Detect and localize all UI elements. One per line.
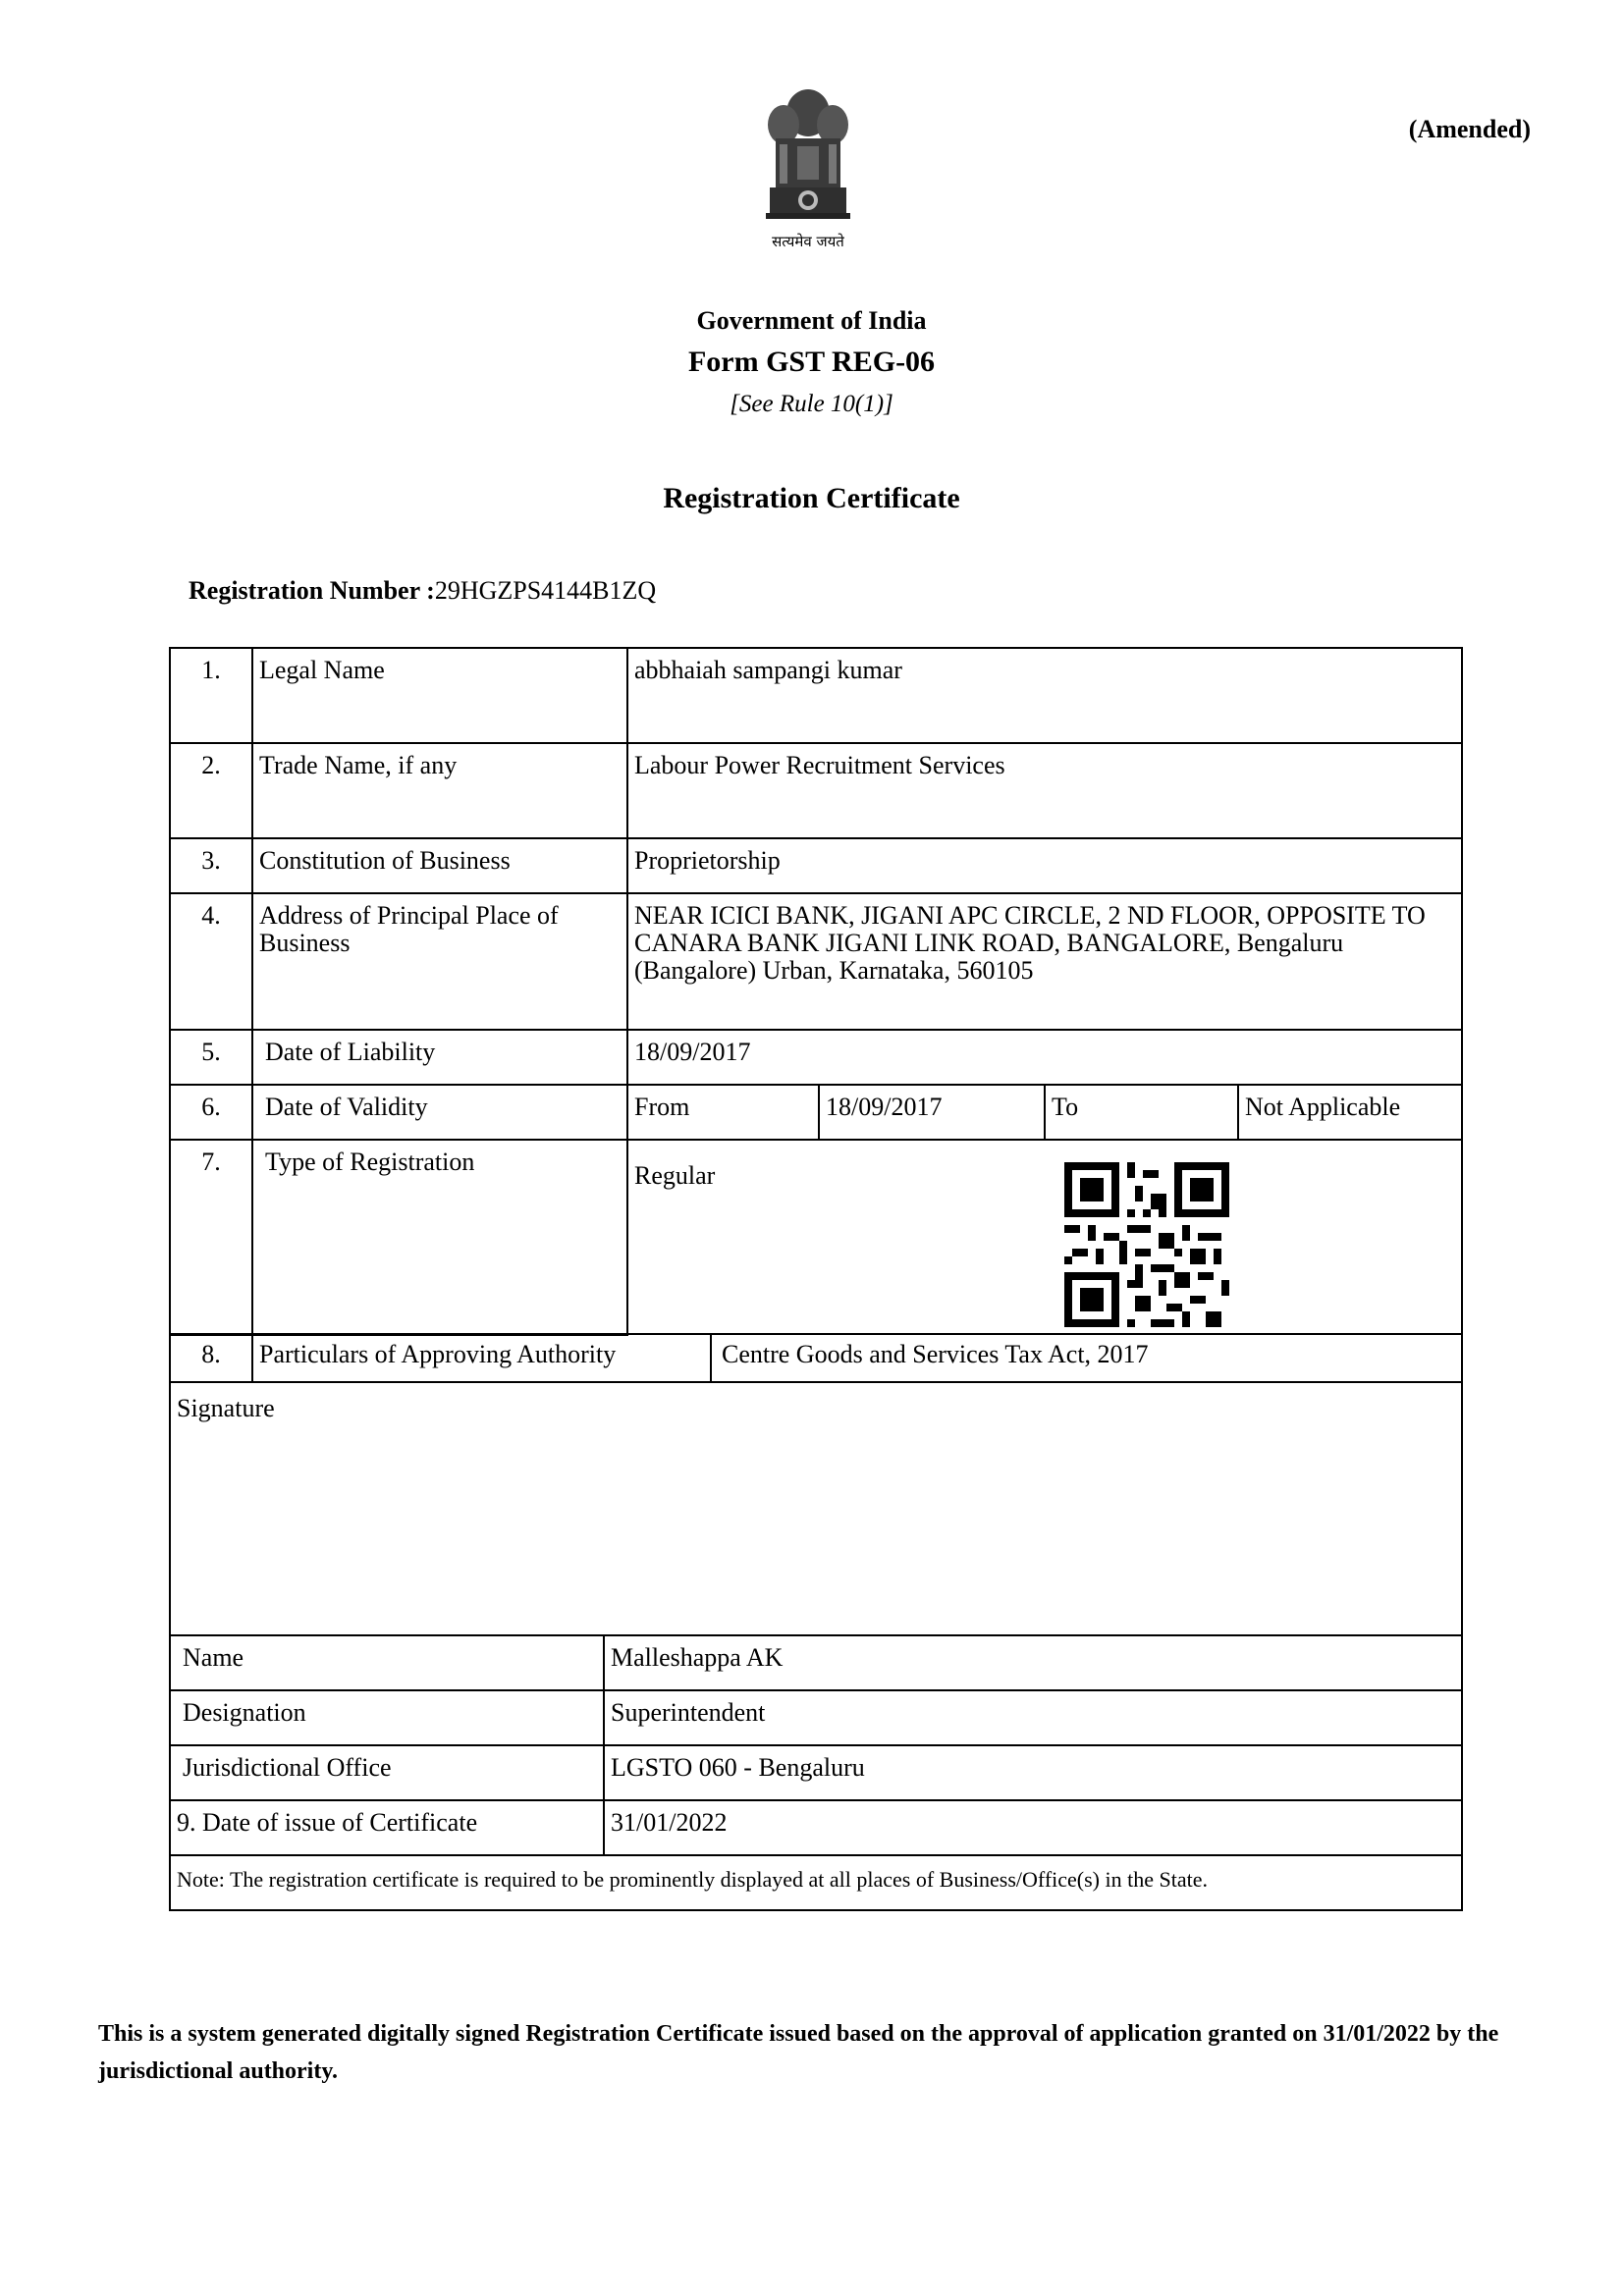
validity-from-label: From <box>627 1085 819 1140</box>
validity-row <box>170 1085 1462 1140</box>
national-emblem-icon <box>754 83 862 260</box>
validity-to-label: To <box>1045 1085 1238 1140</box>
authority-label: Particulars of Approving Authority <box>252 1334 711 1382</box>
row-value: Labour Power Recruitment Services <box>627 743 1462 838</box>
authority-value: Centre Goods and Services Tax Act, 2017 <box>711 1334 1462 1382</box>
registration-number: 29HGZPS4144B1ZQ <box>434 576 657 605</box>
certificate-title: Registration Certificate <box>663 482 960 514</box>
row-value: 18/09/2017 <box>627 1030 1462 1085</box>
qr-code-icon <box>1064 1162 1229 1327</box>
row-label: Date of Liability <box>252 1030 627 1085</box>
signature-row <box>170 1382 1462 1635</box>
table-row <box>170 1030 1462 1085</box>
type-value: Regular <box>634 1161 716 1190</box>
officer-value: Superintendent <box>604 1690 1462 1745</box>
signature-label: Signature <box>170 1382 1462 1635</box>
table-row <box>170 1635 1462 1690</box>
table-row <box>170 1800 1462 1855</box>
row-value: abbhaiah sampangi kumar <box>627 648 1462 743</box>
validity-from-date: 18/09/2017 <box>819 1085 1045 1140</box>
authority-table <box>169 1333 1463 1383</box>
row-label: Constitution of Business <box>252 838 627 893</box>
authority-row <box>170 1334 1462 1382</box>
footer-statement: This is a system generated digitally signed Registration Certificate issued based on the approval of application granted on 31/01/2022 by the jurisdictional authority. <box>98 2021 1499 2084</box>
officer-value: Malleshappa AK <box>604 1635 1462 1690</box>
officer-value: LGSTO 060 - Bengaluru <box>604 1745 1462 1800</box>
table-row <box>170 743 1462 838</box>
row-number: 8. <box>170 1334 252 1382</box>
validity-to-date: Not Applicable <box>1238 1085 1462 1140</box>
issue-date-label: 9. Date of issue of Certificate <box>170 1800 604 1855</box>
row-number: 6. <box>170 1085 252 1140</box>
type-label: Type of Registration <box>252 1140 627 1335</box>
emblem-motto: सत्यमेव जयते <box>772 233 844 250</box>
row-label: Trade Name, if any <box>252 743 627 838</box>
details-table <box>169 647 1463 1336</box>
type-cell <box>627 1140 1462 1335</box>
row-value: Proprietorship <box>627 838 1462 893</box>
officer-label: Jurisdictional Office <box>170 1745 604 1800</box>
note-row <box>170 1855 1462 1910</box>
table-row <box>170 648 1462 743</box>
row-label: Address of Principal Place of Business <box>252 893 627 1030</box>
officer-label: Designation <box>170 1690 604 1745</box>
row-label: Legal Name <box>252 648 627 743</box>
form-title: Form GST REG-06 <box>687 346 936 378</box>
registration-label: Registration Number : <box>189 576 435 605</box>
type-row <box>170 1140 1462 1335</box>
validity-label: Date of Validity <box>252 1085 627 1140</box>
row-number: 4. <box>170 893 252 1030</box>
amended-label: (Amended) <box>1408 115 1531 143</box>
registration-line <box>189 576 656 606</box>
rule-reference: [See Rule 10(1)] <box>730 391 893 417</box>
table-row <box>170 1690 1462 1745</box>
table-row <box>170 1745 1462 1800</box>
row-number: 7. <box>170 1140 252 1335</box>
officer-table <box>169 1381 1463 1911</box>
government-title: Government of India <box>696 306 927 335</box>
row-value: NEAR ICICI BANK, JIGANI APC CIRCLE, 2 ND FLOOR, OPPOSITE TO CANARA BANK JIGANI LINK ROAD, BANGALORE, Bengaluru (Bangalore) Urban, Karnataka, 560105 <box>627 893 1462 1030</box>
table-row <box>170 838 1462 893</box>
row-number: 3. <box>170 838 252 893</box>
row-number: 1. <box>170 648 252 743</box>
row-number: 2. <box>170 743 252 838</box>
note-text: Note: The registration certificate is required to be prominently displayed at all places of Business/Office(s) in the State. <box>170 1855 1462 1910</box>
issue-date-value: 31/01/2022 <box>604 1800 1462 1855</box>
table-row <box>170 893 1462 1030</box>
officer-label: Name <box>170 1635 604 1690</box>
row-number: 5. <box>170 1030 252 1085</box>
